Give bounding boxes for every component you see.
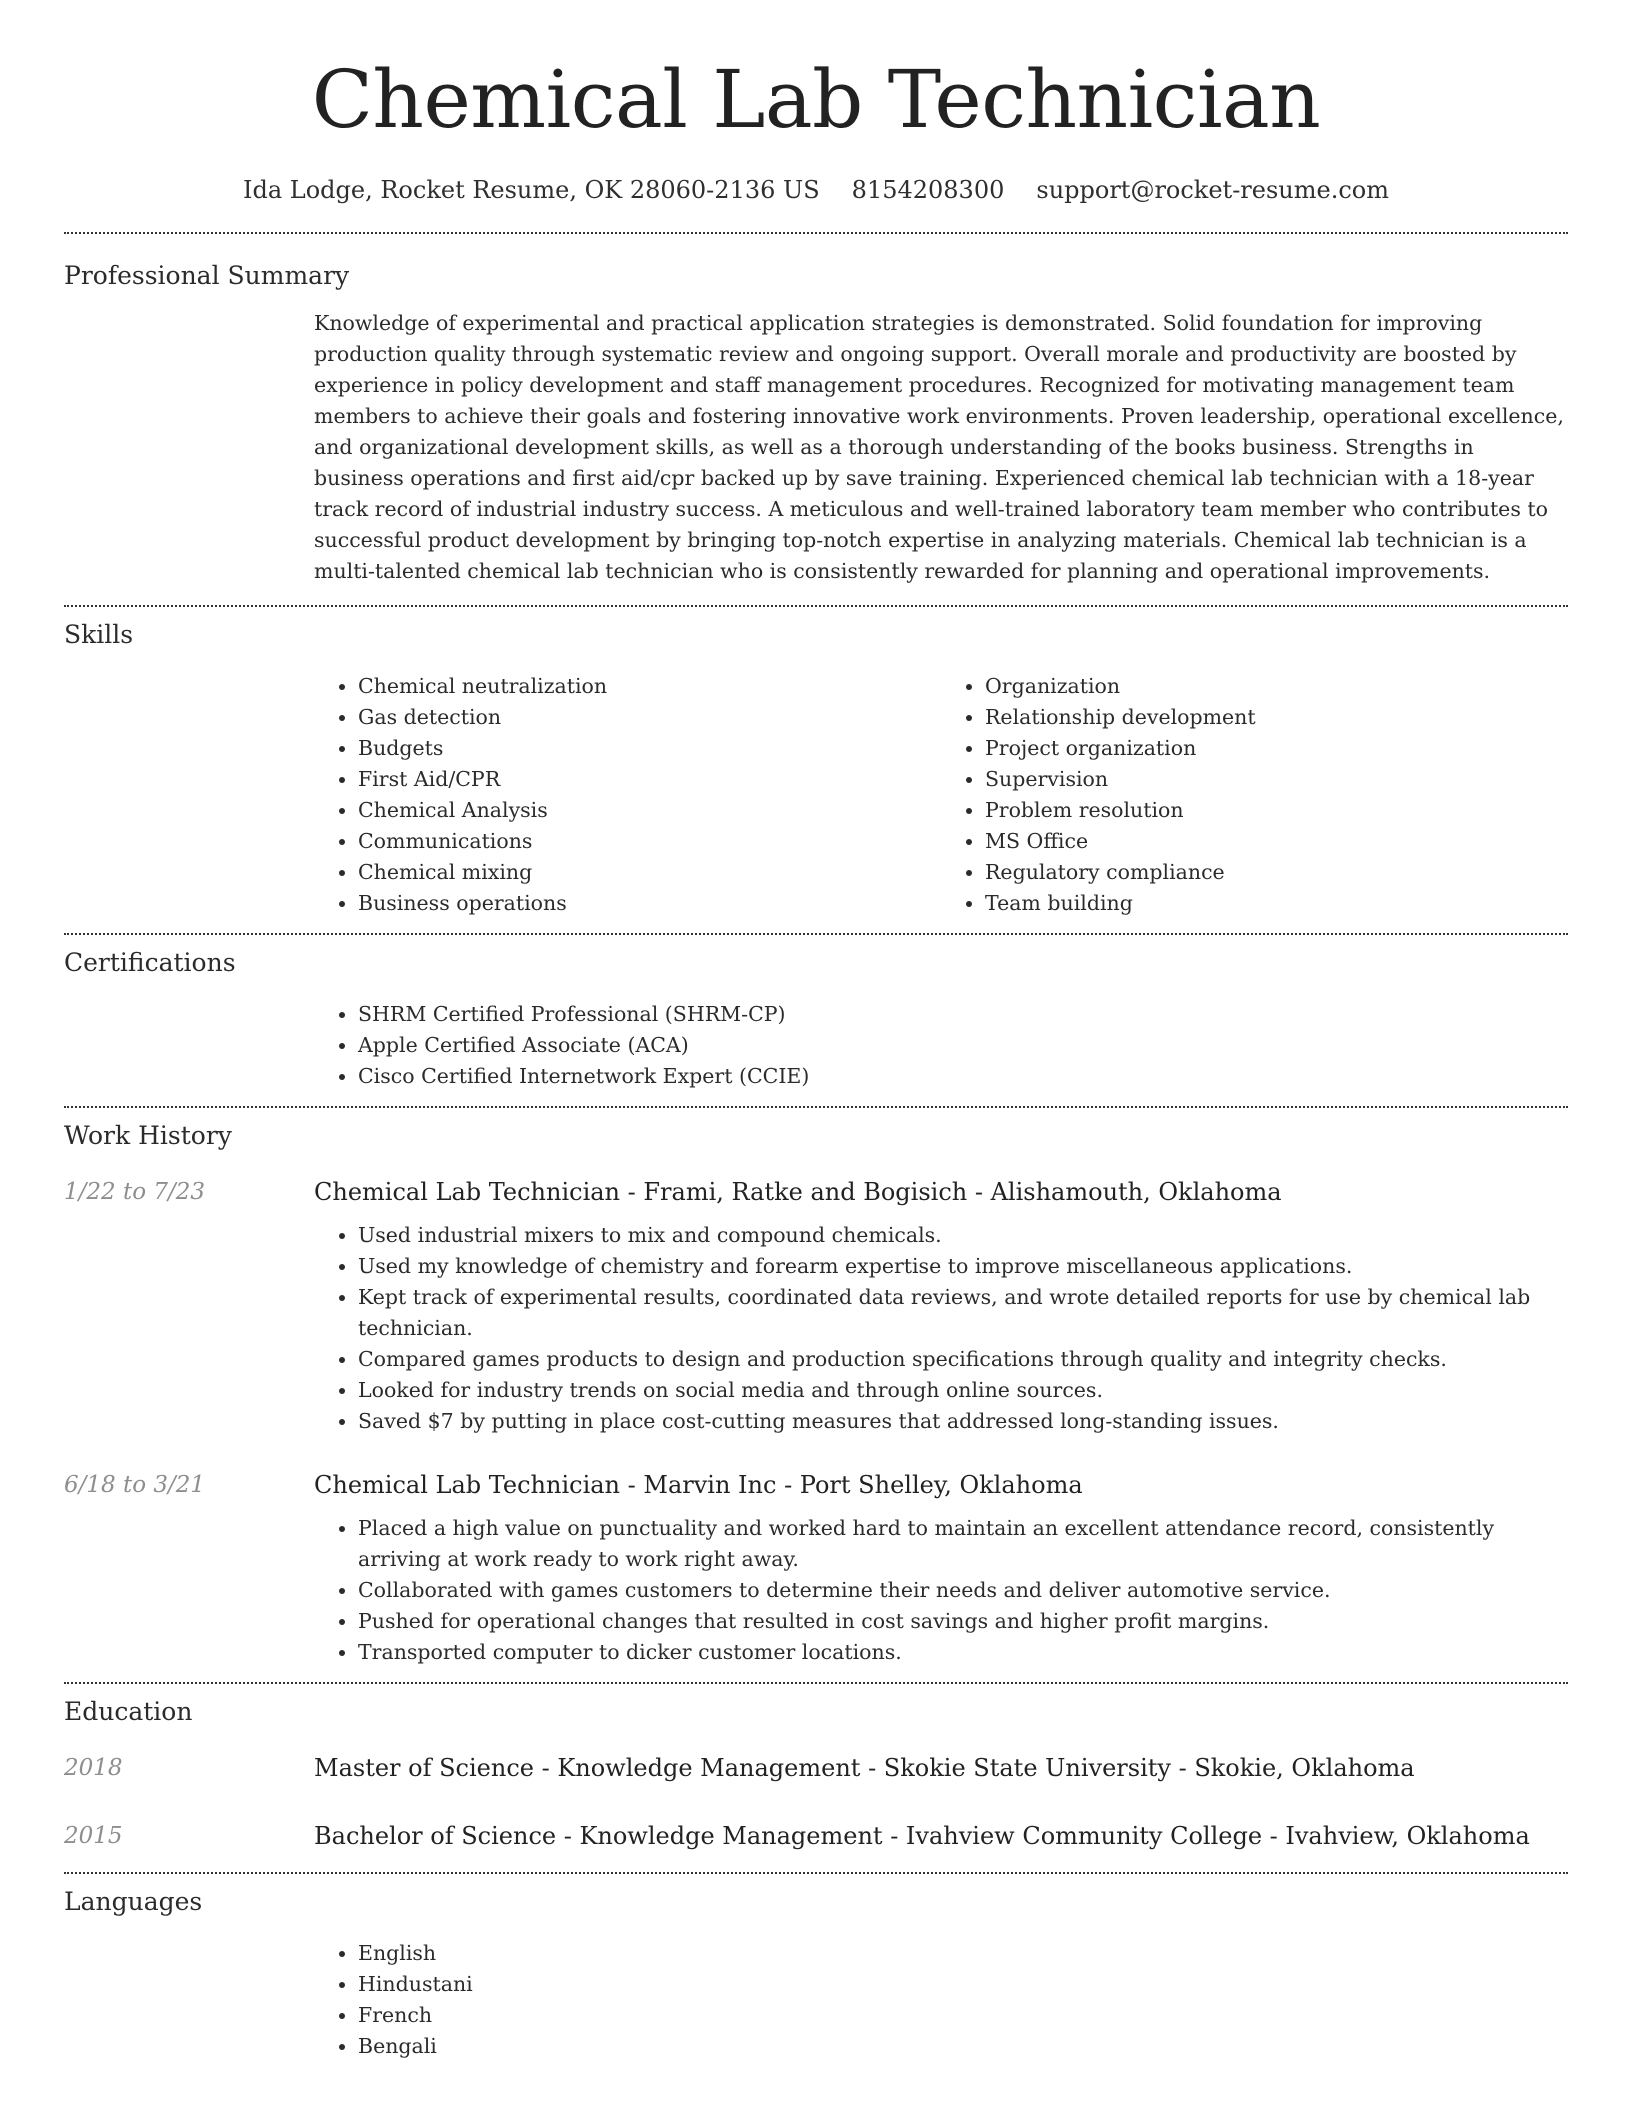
job-entry xyxy=(64,1174,1568,1437)
skill-item: • Budgets xyxy=(358,733,941,764)
certifications-content xyxy=(314,999,1568,1092)
job-heading: Chemical Lab Technician - Frami, Ratke and Bogisich - Alishamouth, Oklahoma xyxy=(314,1178,1282,1206)
summary-heading: Professional Summary xyxy=(64,261,350,290)
language-item: • Bengali xyxy=(358,2031,1568,2062)
job-bullets xyxy=(314,1220,1568,1437)
job-bullets xyxy=(314,1513,1568,1668)
skills-section xyxy=(64,607,1568,919)
skill-item: • Problem resolution xyxy=(985,795,1568,826)
skill-item: • Organization xyxy=(985,671,1568,702)
certification-item: • SHRM Certified Professional (SHRM-CP) xyxy=(358,999,1568,1030)
education-year: 2018 xyxy=(64,1755,123,1781)
work-history-heading: Work History xyxy=(64,1121,232,1150)
languages-list xyxy=(314,1938,1568,2062)
job-dates: 6/18 to 3/21 xyxy=(64,1472,206,1498)
resume-page xyxy=(64,0,1568,2062)
job-heading: Chemical Lab Technician - Marvin Inc - Port Shelley, Oklahoma xyxy=(314,1471,1083,1499)
languages-content xyxy=(314,1938,1568,2062)
job-bullet: • Placed a high value on punctuality and worked hard to maintain an excellent attendance record, consistently arriving at work ready to work right away. xyxy=(358,1513,1568,1575)
language-item: • Hindustani xyxy=(358,1969,1568,2000)
language-item: • English xyxy=(358,1938,1568,1969)
education-entry xyxy=(64,1750,1568,1786)
education-year: 2015 xyxy=(64,1823,123,1849)
job-bullet: • Pushed for operational changes that resulted in cost savings and higher profit margins. xyxy=(358,1606,1568,1637)
skill-item: • Chemical Analysis xyxy=(358,795,941,826)
job-bullet: • Looked for industry trends on social media and through online sources. xyxy=(358,1375,1568,1406)
skill-item: • Team building xyxy=(985,888,1568,919)
candidate-name: Chemical Lab Technician xyxy=(311,53,1321,146)
job-bullet: • Kept track of experimental results, coordinated data reviews, and wrote detailed reports for use by chemical lab technician. xyxy=(358,1282,1568,1344)
skills-grid xyxy=(314,671,1568,919)
skill-item: • MS Office xyxy=(985,826,1568,857)
certifications-list xyxy=(314,999,1568,1092)
education-heading: Education xyxy=(64,1697,193,1726)
skill-item: • Regulatory compliance xyxy=(985,857,1568,888)
skills-heading: Skills xyxy=(64,620,134,649)
skills-list-right xyxy=(941,671,1568,919)
skill-item: • Project organization xyxy=(985,733,1568,764)
contact-email: support@rocket-resume.com xyxy=(1036,176,1389,204)
summary-section xyxy=(64,234,1568,587)
job-bullet: • Used my knowledge of chemistry and forearm expertise to improve miscellaneous applications. xyxy=(358,1251,1568,1282)
certifications-section xyxy=(64,935,1568,1092)
skill-item: • Relationship development xyxy=(985,702,1568,733)
job-bullet: • Used industrial mixers to mix and compound chemicals. xyxy=(358,1220,1568,1251)
education-section xyxy=(64,1684,1568,1854)
skill-item: • First Aid/CPR xyxy=(358,764,941,795)
job-entry xyxy=(64,1467,1568,1668)
job-bullet: • Collaborated with games customers to determine their needs and deliver automotive service. xyxy=(358,1575,1568,1606)
languages-section xyxy=(64,1874,1568,2062)
contact-address: Ida Lodge, Rocket Resume, OK 28060-2136 US xyxy=(243,176,820,204)
certification-item: • Cisco Certified Internetwork Expert (CCIE) xyxy=(358,1061,1568,1092)
education-entry xyxy=(64,1818,1568,1854)
skill-item: • Chemical neutralization xyxy=(358,671,941,702)
education-heading-line: Master of Science - Knowledge Management - Skokie State University - Skokie, Oklahoma xyxy=(314,1754,1415,1782)
skill-item: • Business operations xyxy=(358,888,941,919)
contact-info xyxy=(64,172,1568,208)
work-history-section xyxy=(64,1108,1568,1668)
languages-heading: Languages xyxy=(64,1887,203,1916)
contact-phone: 8154208300 xyxy=(851,176,1005,204)
certification-item: • Apple Certified Associate (ACA) xyxy=(358,1030,1568,1061)
job-dates: 1/22 to 7/23 xyxy=(64,1179,206,1205)
certifications-heading: Certifications xyxy=(64,948,236,977)
summary-text: Knowledge of experimental and practical application strategies is demonstrated. Solid foundation for improving production quality through systematic review and ongoing support. Overall morale and productivity are boosted by experience in policy development and staff management procedures. Recognized for motivating management team members to achieve their goals and fostering innovative work environments. Proven leadership, operational excellence, and organizational development skills, as well as a thorough understanding of the books business. Strengths in business operations and first aid/cpr backed up by save training. Experienced chemical lab technician with a 18-year track record of industrial industry success. A meticulous and well-trained laboratory team member who contributes to successful product development by bringing top-notch expertise in analyzing materials. Chemical lab technician is a multi-talented chemical lab technician who is consistently rewarded for planning and operational improvements. xyxy=(314,311,1564,583)
summary-content xyxy=(314,308,1568,587)
job-bullet: • Compared games products to design and production specifications through quality and integrity checks. xyxy=(358,1344,1568,1375)
skills-list-left xyxy=(314,671,941,919)
skill-item: • Communications xyxy=(358,826,941,857)
skill-item: • Gas detection xyxy=(358,702,941,733)
education-heading-line: Bachelor of Science - Knowledge Management - Ivahview Community College - Ivahview, Oklahoma xyxy=(314,1822,1530,1850)
resume-header xyxy=(64,0,1568,208)
skill-item: • Supervision xyxy=(985,764,1568,795)
skill-item: • Chemical mixing xyxy=(358,857,941,888)
language-item: • French xyxy=(358,2000,1568,2031)
job-bullet: • Transported computer to dicker customer locations. xyxy=(358,1637,1568,1668)
job-bullet: • Saved $7 by putting in place cost-cutting measures that addressed long-standing issues. xyxy=(358,1406,1568,1437)
